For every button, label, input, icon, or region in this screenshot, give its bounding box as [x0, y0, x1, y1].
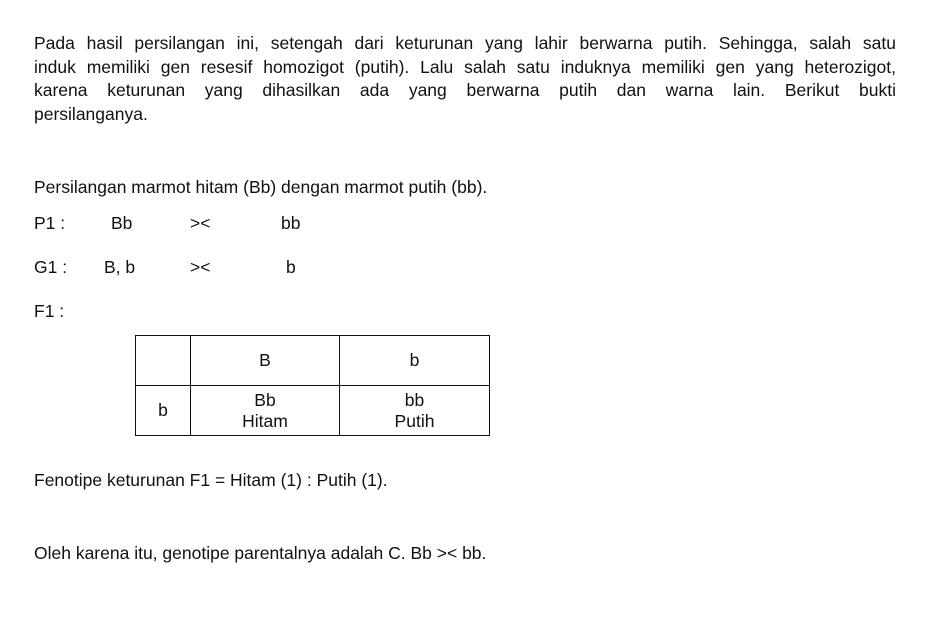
g1-gametes-right: b [286, 257, 296, 277]
p1-cross-sign: >< [190, 213, 211, 233]
cross-title: Persilangan marmot hitam (Bb) dengan marmot putih (bb). [34, 177, 488, 197]
punnett-header-row [136, 336, 490, 386]
punnett-header-gamete: B [191, 336, 340, 386]
punnett-cell [340, 386, 490, 436]
g1-cross-sign: >< [190, 257, 211, 277]
g1-gametes-left: B, b [104, 257, 136, 277]
intro-paragraph [34, 32, 896, 127]
phenotype-result: Fenotipe keturunan F1 = Hitam (1) : Putih (1). [34, 470, 388, 490]
p1-parent-right: bb [281, 213, 301, 233]
p1-parent-left: Bb [111, 213, 133, 233]
punnett-row [136, 386, 490, 436]
intro-line: induk memiliki gen resesif homozigot (putih). Lalu salah satu induknya memiliki gen yang heterozigot, [34, 56, 896, 77]
offspring-phenotype: Putih [394, 410, 435, 431]
p1-label: P1 : [34, 213, 66, 233]
punnett-cell [191, 386, 340, 436]
f1-label: F1 : [34, 301, 65, 321]
offspring-phenotype: Hitam [242, 410, 288, 431]
offspring-genotype: bb [404, 389, 425, 410]
intro-line: Pada hasil persilangan ini, setengah dari keturunan yang lahir berwarna putih. Sehingga, salah satu [34, 33, 896, 53]
punnett-row-gamete: b [136, 386, 191, 436]
punnett-header-gamete: b [340, 336, 490, 386]
intro-line: karena keturunan yang dihasilkan ada yang berwarna putih dan warna lain. Berikut bukti [34, 80, 896, 101]
offspring-genotype: Bb [254, 389, 276, 410]
punnett-square [135, 335, 490, 436]
g1-label: G1 : [34, 257, 68, 277]
punnett-corner-cell [136, 336, 191, 386]
conclusion: Oleh karena itu, genotipe parentalnya adalah C. Bb >< bb. [34, 543, 487, 563]
intro-line: persilanganya. [34, 104, 148, 125]
